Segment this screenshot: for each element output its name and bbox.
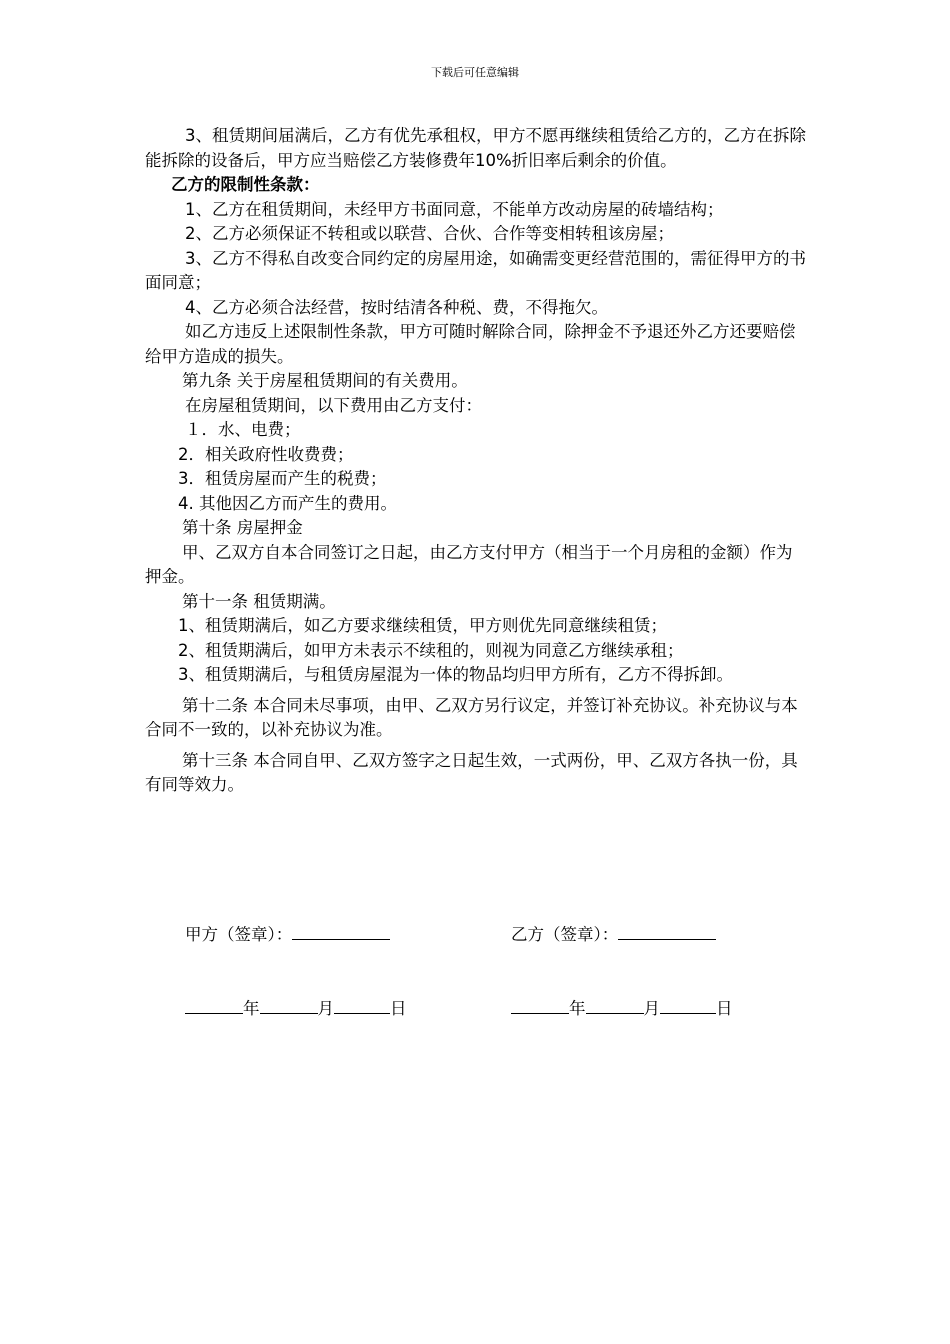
month-label: 月 <box>317 999 334 1018</box>
expiry-item-3: 3、租赁期满后，与租赁房屋混为一体的物品均归甲方所有，乙方不得拆卸。 <box>178 665 733 684</box>
expiry-item-2: 2、租赁期满后，如甲方未表示不续租的，则视为同意乙方继续承租； <box>178 640 684 660</box>
article-9-intro: 在房屋租赁期间，以下费用由乙方支付： <box>185 395 482 415</box>
month-blank <box>260 996 318 1014</box>
party-a-label: 甲方（签章）： <box>185 925 293 944</box>
fee-item-3: 3．租赁房屋而产生的税费； <box>178 469 387 488</box>
day-blank <box>334 996 390 1014</box>
restriction-2: 2、乙方必须保证不转租或以联营、合伙、合作等变相转租该房屋； <box>185 224 674 243</box>
article-12: 第十二条 本合同未尽事项，由甲、乙双方另行议定，并签订补充协议。补充协议与本合同不一致的，以补充协议为准。 <box>145 695 798 739</box>
party-b-signature <box>511 922 716 947</box>
year-blank <box>511 996 569 1014</box>
article-10-text: 甲、乙双方自本合同签订之日起，由乙方支付甲方（相当于一个月房租的金额）作为押金。 <box>145 542 793 586</box>
article-9-title: 第九条 关于房屋租赁期间的有关费用。 <box>182 371 468 390</box>
article-11-title: 第十一条 租赁期满。 <box>182 591 336 611</box>
day-blank <box>660 996 716 1014</box>
year-label: 年 <box>569 999 586 1018</box>
section-title-restrictions: 乙方的限制性条款： <box>171 175 320 194</box>
restriction-1: 1、乙方在租赁期间，未经甲方书面同意，不能单方改动房屋的砖墙结构； <box>185 199 724 219</box>
paragraph-renewal-priority: 3、租赁期间届满后，乙方有优先承租权，甲方不愿再继续租赁给乙方的，乙方在拆除能拆除的设备后，甲方应当赔偿乙方装修费年10%折旧率后剩余的价值。 <box>145 126 806 170</box>
page-header: 下载后可任意编辑 <box>431 66 519 79</box>
restriction-4: 4、乙方必须合法经营，按时结清各种税、费，不得拖欠。 <box>185 297 608 317</box>
year-label: 年 <box>243 999 260 1018</box>
expiry-item-1: 1、租赁期满后，如乙方要求继续租赁，甲方则优先同意继续租赁； <box>178 616 667 635</box>
year-blank <box>185 996 243 1014</box>
day-label: 日 <box>390 999 407 1018</box>
article-13: 第十三条 本合同自甲、乙双方签字之日起生效，一式两份，甲、乙双方各执一份，具有同等效力。 <box>145 750 798 794</box>
party-a-signature-line <box>292 922 390 940</box>
month-label: 月 <box>643 999 660 1018</box>
contract-body <box>145 124 807 798</box>
day-label: 日 <box>716 999 733 1018</box>
party-b-label: 乙方（签章）： <box>511 925 619 944</box>
month-blank <box>586 996 644 1014</box>
fee-item-4: 4. 其他因乙方而产生的费用。 <box>178 493 397 513</box>
party-b-date <box>511 996 733 1021</box>
party-a-date <box>185 996 407 1021</box>
party-b-signature-line <box>618 922 716 940</box>
party-a-signature <box>185 922 390 947</box>
fee-item-1: １．水、电费； <box>185 420 301 439</box>
article-10-title: 第十条 房屋押金 <box>182 518 303 537</box>
restriction-3: 3、乙方不得私自改变合同约定的房屋用途，如确需变更经营范围的，需征得甲方的书面同意； <box>145 248 806 292</box>
fee-item-2: 2．相关政府性收费费； <box>178 444 354 464</box>
paragraph-violation: 如乙方违反上述限制性条款，甲方可随时解除合同，除押金不予退还外乙方还要赔偿给甲方造成的损失。 <box>145 322 796 366</box>
